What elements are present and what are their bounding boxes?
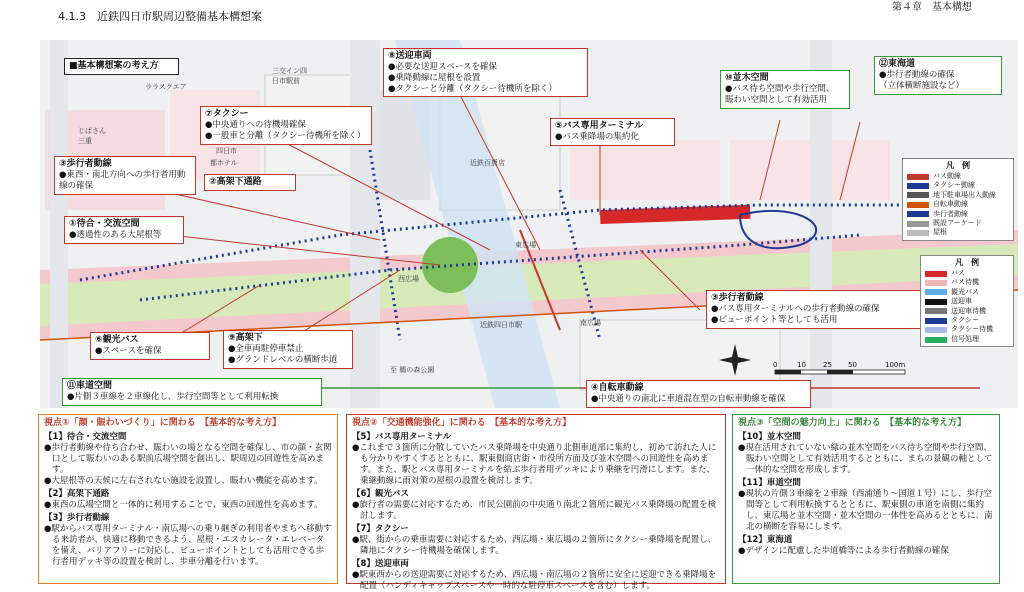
legend-swatch (925, 289, 947, 295)
legend-item (925, 307, 1009, 316)
callout-3-hokousha-west: ③歩行者動線 ●東西・南北方向への歩行者用動 線の確保 (54, 156, 196, 195)
callout-9-koukashita: ⑨高架下 ●全車両駐停車禁止 ●グランドレベルの横断歩道 (223, 330, 353, 369)
legend-label: バス待機 (951, 278, 979, 287)
place-label: じばさん三重 (78, 127, 106, 145)
place-label: ララスクエア (145, 83, 187, 91)
callout-7-taxi: ⑦タクシー ●中央通りへの待機場確保 ●一般車と分離（タクシー待機所を除く） (200, 106, 372, 145)
side-road (350, 40, 380, 408)
scale-label: 100m (885, 361, 906, 369)
legend-item (907, 181, 1009, 190)
legend-label: タクシー (951, 315, 979, 324)
place-label: 三交イン四日市駅前 (272, 67, 307, 85)
legend-item (925, 335, 1009, 344)
legend-label: バス動線 (933, 171, 961, 180)
legend-swatch (925, 308, 947, 314)
legend-item (907, 200, 1009, 209)
scale-label: 50 (848, 361, 857, 369)
scale-label: 25 (823, 361, 832, 369)
place-label: 都ホテル (210, 159, 238, 167)
legend-label: 屋根 (933, 228, 947, 237)
legend-label: 自転車動線 (933, 200, 968, 209)
place-label: 四日市 (216, 147, 237, 155)
legend-routes: 凡 例 バス動線 タクシー動線 地下駐車場出入動線 自転車動線 歩行者動線 既設アーケード 屋根 (902, 158, 1014, 241)
legend-label: 既設アーケード (933, 218, 982, 227)
callout-10-namiki: ⑩並木空間 ●バス待ち空間や歩行空間、 賑わい空間として有効活用 (720, 70, 850, 109)
callout-3-hokousha-east: ③歩行者動線 ●バス専用ターミナルへの歩行者動線の確保 ●ビューポイント等としても活用 (706, 290, 936, 329)
callout-5-bus-terminal: ⑤バス専用ターミナル ●バス乗降場の集約化 (550, 118, 675, 146)
legend-swatch (907, 192, 929, 198)
legend-item (925, 278, 1009, 287)
legend-item (925, 316, 1009, 325)
callout-8-sougei: ⑧送迎車両 ●必要な送迎スペースを確保 ●乗降動線に屋根を設置 ●タクシーと分離（タクシー待機所を除く） (383, 48, 588, 97)
legend-label: 信号処理 (951, 334, 979, 343)
legend-item (925, 288, 1009, 297)
place-label: 西広場 (398, 275, 419, 283)
legend-item (907, 172, 1009, 181)
callout-11-shadou: ⑪車道空間 ●片側３車線を２車線化し、歩行空間等として利用転換 (62, 378, 322, 406)
section-viewpoint-2: 視点②「交通機能強化」に関わる 【基本的な考え方】 【5】バス専用ターミナル ●これまで３箇所に分散していたバス乗降場を中央通り北側車道部に集約し、初めて訪れた人にも分かりやすくするとともに、駅東側商店街・市役所方面及び並木空間への回遊性を高めます。また、駅とバス専用ターミナルを結ぶ歩行者用デッキにより乗継を円滑にします。また、乗継動線に雨対策の屋根の設置を検討します。 【6】観光バス ●旅行者の需要に対応するため、市民公園前の中央通り南北２箇所に観光バス乗降場の配置を検討します。 【7】タクシー ●駅、街からの乗車需要に対応するため、西広場・東広場の２箇所にタクシー乗降場を配置し、隣地にタクシー待機場を確保します。 【8】送迎車両 ●駅東西からの送迎需要に対応するため、西広場・南広場の２箇所に安全に送迎できる乗降場を配置（ハンディキャップスペースや一時的な駐停車スペースを含む）します。 (346, 414, 726, 584)
callout-2-koukashita: ②高架下通路 (204, 174, 296, 191)
legend-item (925, 269, 1009, 278)
legend-swatch (907, 230, 929, 236)
city-block (570, 140, 720, 200)
legend-swatch (925, 318, 947, 324)
legend-item (907, 191, 1009, 200)
scale-bar (775, 370, 905, 374)
scale-label: 0 (773, 361, 778, 369)
kihon-label: ■基本構想案の考え方 (64, 58, 179, 75)
callout-6-kankou-bus: ⑥観光バス ●スペースを確保 (90, 332, 210, 360)
legend-swatch (907, 221, 929, 227)
legend-swatch (907, 174, 929, 180)
legend-swatch (925, 271, 947, 277)
place-label: 東広場 (515, 241, 536, 249)
place-label: 至 鵜の森公園 (390, 366, 435, 374)
scale-label: 10 (797, 361, 806, 369)
legend-label: 観光バス (951, 287, 979, 296)
place-label: 近鉄四日市駅 (480, 321, 522, 329)
place-label: 南広場 (580, 319, 601, 327)
legend-label: バス (951, 268, 965, 277)
legend-swatch (925, 327, 947, 333)
legend-swatch (925, 337, 947, 343)
section-viewpoint-1: 視点①「顔・賑わいづくり」に関わる 【基本的な考え方】 【1】待合・交流空間 ●歩行者動線や待ち合わせ、賑わいの場となる空間を確保し、市の顔・玄関口として賑わいのある駅前広場空間を創出し、駅周辺の回遊性を高めます。 ●大屋根等の天候に左右されない施設を設置し、賑わい機能を高めます。 【2】高架下通路 ●東西の広場空間と一体的に利用することで、東西の回遊性を高めます。 【3】歩行者動線 ●駅からバス専用ターミナル・南広場への乗り継ぎの利用者やまちへ移動する来訪者が、快適に移動できるよう、屋根・エスカレータ・エレベータを備え、バリアフリーに対応し、ビューポイントとしても活用できる歩行者用デッキ等の設置を検討し、歩車分離を行います。 (38, 414, 338, 584)
legend-label: 地下駐車場出入動線 (933, 190, 996, 199)
legend-label: タクシー動線 (933, 181, 975, 190)
legend-label: タクシー待機 (951, 325, 993, 334)
legend-item (907, 219, 1009, 228)
legend-swatch (907, 202, 929, 208)
legend-item (907, 228, 1009, 237)
legend-item (925, 325, 1009, 334)
legend-swatch (907, 211, 929, 217)
legend-item (907, 210, 1009, 219)
place-label: 近鉄百貨店 (470, 159, 505, 167)
legend-label: 送迎車 (951, 297, 972, 306)
legend-facilities: 凡 例 バス バス待機 観光バス 送迎車 送迎車待機 タクシー タクシー待機 信号処理 (920, 255, 1014, 347)
legend-label: 送迎車待機 (951, 306, 986, 315)
site-plan-map (40, 40, 1018, 408)
legend-item (925, 297, 1009, 306)
legend-swatch (925, 299, 947, 305)
section-viewpoint-3: 視点③「空間の魅力向上」に関わる 【基本的な考え方】 【10】並木空間 ●現在活用されていない緑の並木空間をバス待ち空間や歩行空間、賑わい空間として有効活用するとともに、まちの景観の軸として一体的な空間を形成します。 【11】車道空間 ●現状の片側３車線を２車線（西浦通り〜国道１号）にし、歩行空間等として利用転換するとともに、駅東側の車道を南側に集約し、東広場と並木空間・並木空間の一体性を高めるとともに、南北の横断を容易にします。 【12】東海道 ●デザインに配慮した歩道橋等による歩行者動線の確保 (732, 414, 1000, 584)
legend-swatch (907, 183, 929, 189)
legend-label: 歩行者動線 (933, 209, 968, 218)
callout-1-machiai: ①待合・交流空間 ●透過性のある大屋根等 (64, 216, 184, 244)
section-heading: 4.1.3 近鉄四日市駅周辺整備基本構想案 (58, 10, 262, 23)
callout-4-jitensha: ④自転車動線 ●中央通りの南北に車道混在型の自転車動線を確保 (586, 380, 811, 408)
chapter-heading: 第４章 基本構想 (892, 2, 972, 13)
legend-swatch (925, 280, 947, 286)
callout-12-tokaido: ⑫東海道 ●歩行者動線の確保 （立体横断施設など） (874, 56, 1002, 95)
